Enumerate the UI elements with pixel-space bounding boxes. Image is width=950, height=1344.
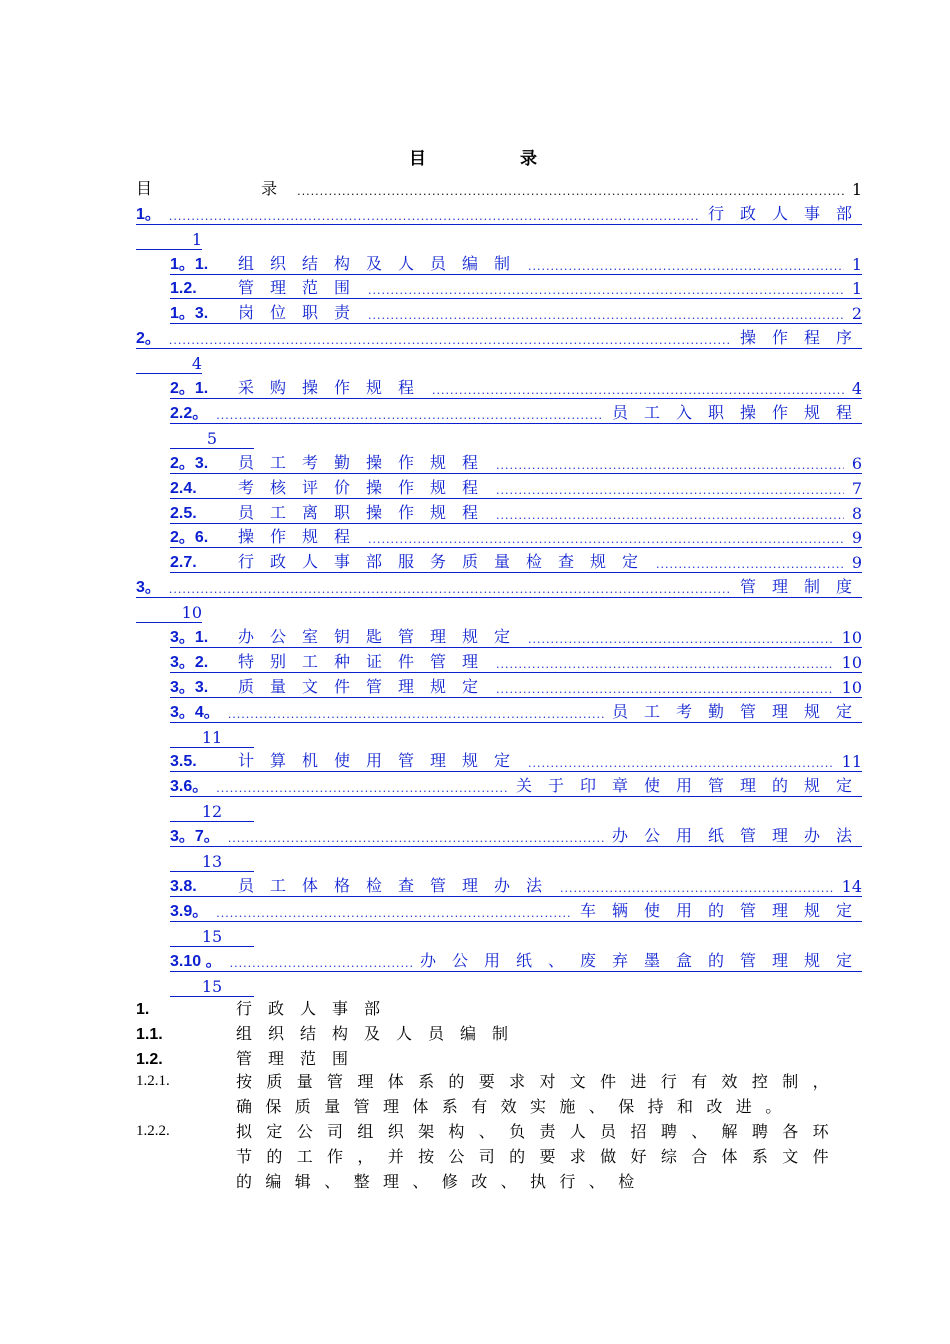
toc-entry-line xyxy=(136,174,862,199)
section-heading xyxy=(136,1019,846,1044)
document-body xyxy=(136,994,846,1194)
toc-entry-text: 操作程序 xyxy=(739,328,868,348)
toc-entry-line xyxy=(170,547,862,573)
section-heading-text: 组织结构及人员编制 xyxy=(236,1024,525,1043)
toc-entry-page: 8 xyxy=(851,503,862,523)
toc-entry-number: 3。4。 xyxy=(170,703,220,721)
toc-leader-dots xyxy=(368,309,844,323)
toc-entry-line xyxy=(170,398,868,424)
toc-entry-page-line xyxy=(170,846,254,872)
toc-leader-dots xyxy=(230,957,412,971)
toc-entry-number: 3.9。 xyxy=(170,902,209,920)
toc-entry-text: 员工离职操作规程 xyxy=(238,502,495,522)
toc-entry-line xyxy=(170,771,868,797)
toc-entry-line xyxy=(136,572,868,598)
toc-entry-text: 办公用纸、废弃墨盒的管理规定 xyxy=(419,950,868,970)
toc-entry-text: 计算机使用管理规定 xyxy=(238,751,527,771)
toc-entry-page-line xyxy=(170,722,254,748)
toc-entry[interactable] xyxy=(136,647,862,672)
toc-entry-text: 特别工种证件管理 xyxy=(238,651,495,671)
toc-entry-line xyxy=(170,249,862,275)
toc-entry-text: 关于印章使用管理的规定 xyxy=(515,776,868,796)
toc-leader-dots xyxy=(528,260,844,274)
toc-entry-number: 3。7。 xyxy=(170,828,220,846)
toc-entry[interactable] xyxy=(136,298,862,323)
toc-entry-number: 3。3. xyxy=(170,678,209,696)
toc-entry[interactable] xyxy=(136,274,862,299)
toc-entry-text: 岗位职责 xyxy=(238,303,367,323)
toc-entry[interactable] xyxy=(136,523,862,548)
toc-leader-dots xyxy=(528,757,834,771)
toc-entry[interactable] xyxy=(136,323,868,374)
toc-entry[interactable] xyxy=(136,249,862,274)
toc-entry-page: 10 xyxy=(841,627,862,647)
toc-leader-dots xyxy=(496,459,844,473)
toc-entry-text: 员工入职操作规程 xyxy=(611,402,868,422)
numbered-paragraph xyxy=(136,1119,846,1194)
toc-entry-line xyxy=(170,448,862,474)
toc-entry-number: 2.2。 xyxy=(170,404,209,422)
toc-entry-text: 目 录 xyxy=(136,178,330,198)
toc-entry-number: 3.10 。 xyxy=(170,952,222,970)
toc-entry-text: 采购操作规程 xyxy=(238,378,431,398)
toc-entry[interactable] xyxy=(136,398,868,448)
toc-entry-page: 4 xyxy=(191,354,202,374)
toc-entry-line xyxy=(170,672,862,698)
paragraph-text: 按质量管理体系的要求对文件进行有效控制，确保质量管理体系有效实施、保持和改进。 xyxy=(236,1072,842,1116)
toc-leader-dots xyxy=(216,782,508,796)
toc-entry-page-line xyxy=(170,921,254,947)
toc-entry[interactable] xyxy=(136,896,868,946)
toc-entry[interactable] xyxy=(136,946,868,996)
toc-leader-dots xyxy=(368,284,844,298)
toc-entry-page: 7 xyxy=(851,478,862,498)
toc-entry-number: 2.7. xyxy=(170,554,197,572)
toc-entry-text: 员工体格检查管理办法 xyxy=(238,875,559,895)
toc-entry-line xyxy=(170,473,862,499)
section-heading-text: 行政人事部 xyxy=(236,999,397,1018)
toc-entry[interactable] xyxy=(136,771,868,822)
toc-entry-number: 3。1. xyxy=(170,628,209,646)
numbered-paragraph xyxy=(136,1069,846,1119)
toc-entry-line xyxy=(136,323,868,349)
paragraph-number: 1.2.1. xyxy=(136,1073,170,1089)
toc-entry[interactable] xyxy=(136,498,862,523)
toc-leader-dots xyxy=(228,832,604,846)
section-heading xyxy=(136,1044,846,1069)
toc-entry-text: 员工考勤管理规定 xyxy=(611,701,868,721)
paragraph-number: 1.2.2. xyxy=(136,1123,170,1139)
toc-entry-page-line xyxy=(170,423,254,449)
toc-entry-number: 2.5. xyxy=(170,504,197,522)
toc-entry-page: 9 xyxy=(851,553,862,573)
toc-entry[interactable] xyxy=(136,547,862,572)
toc-entry-page: 10 xyxy=(841,652,862,672)
table-of-contents xyxy=(136,174,868,996)
toc-leader-dots xyxy=(528,633,834,647)
toc-entry-number: 1。1. xyxy=(170,255,209,273)
toc-leader-dots xyxy=(169,210,700,224)
toc-title: 目 录 xyxy=(409,149,581,169)
toc-entry-number: 2。6. xyxy=(170,529,209,547)
toc-entry-number: 3.6。 xyxy=(170,778,209,796)
toc-entry[interactable] xyxy=(136,373,862,398)
toc-leader-dots xyxy=(560,882,834,896)
toc-leader-dots xyxy=(216,907,572,921)
toc-entry-page: 13 xyxy=(201,852,223,872)
toc-entry[interactable] xyxy=(136,448,862,473)
section-heading-number: 1.2. xyxy=(136,1051,163,1068)
toc-entry-text: 组织结构及人员编制 xyxy=(238,253,527,273)
toc-entry-line xyxy=(170,498,862,524)
toc-entry[interactable] xyxy=(136,572,868,623)
toc-entry[interactable] xyxy=(136,821,868,872)
toc-entry-number: 2。3. xyxy=(170,454,209,472)
toc-leader-dots xyxy=(228,708,604,722)
toc-entry-line xyxy=(170,373,862,399)
toc-entry-page-line xyxy=(136,224,202,250)
toc-entry-line xyxy=(170,697,868,723)
toc-entry-page: 11 xyxy=(841,752,862,772)
toc-entry-line xyxy=(170,647,862,673)
toc-entry-page-line xyxy=(170,971,254,997)
toc-entry-page: 1 xyxy=(851,179,862,199)
toc-entry-text: 操作规程 xyxy=(238,527,367,547)
toc-entry-text: 办公室钥匙管理规定 xyxy=(238,626,527,646)
section-heading-number: 1.1. xyxy=(136,1026,163,1043)
section-heading xyxy=(136,994,846,1019)
toc-leader-dots xyxy=(656,558,844,572)
toc-entry-line xyxy=(170,747,862,773)
section-heading-text: 管理范围 xyxy=(236,1049,365,1068)
toc-leader-dots xyxy=(496,509,844,523)
toc-entry-number: 3.5. xyxy=(170,753,197,771)
toc-entry-number: 2。 xyxy=(136,330,161,348)
toc-entry-page: 6 xyxy=(851,453,862,473)
section-heading-number: 1. xyxy=(136,1001,150,1018)
toc-entry-page: 1 xyxy=(191,229,202,249)
toc-entry-line xyxy=(170,871,862,897)
toc-entry-page: 10 xyxy=(841,677,862,697)
toc-entry-number: 2。1. xyxy=(170,380,209,398)
toc-entry-line xyxy=(136,199,868,225)
toc-leader-dots xyxy=(297,185,844,199)
toc-entry[interactable] xyxy=(136,672,862,697)
toc-entry-text: 管理制度 xyxy=(739,577,868,597)
toc-entry-number: 1.2. xyxy=(170,280,197,298)
toc-entry xyxy=(136,174,862,199)
toc-entry-text: 质量文件管理规定 xyxy=(238,676,495,696)
toc-entry-page: 9 xyxy=(851,528,862,548)
toc-leader-dots xyxy=(169,334,732,348)
toc-entry[interactable] xyxy=(136,697,868,747)
toc-entry-line xyxy=(170,523,862,549)
toc-leader-dots xyxy=(169,583,732,597)
toc-entry-page: 4 xyxy=(851,379,862,399)
toc-entry-page: 1 xyxy=(851,254,862,274)
toc-leader-dots xyxy=(432,384,844,398)
toc-entry-text: 管理范围 xyxy=(238,278,367,298)
toc-entry-text: 车辆使用的管理规定 xyxy=(579,900,868,920)
toc-entry-number: 1。 xyxy=(136,205,161,223)
toc-entry[interactable] xyxy=(136,622,862,647)
toc-entry-number: 3。 xyxy=(136,579,161,597)
toc-entry-page: 10 xyxy=(181,603,202,623)
toc-entry[interactable] xyxy=(136,747,862,772)
toc-entry-page: 15 xyxy=(201,976,223,996)
toc-entry[interactable] xyxy=(136,871,862,896)
toc-entry-text: 行政人事部 xyxy=(707,203,868,223)
toc-entry-page: 14 xyxy=(841,876,862,896)
toc-entry-page-line xyxy=(170,796,254,822)
toc-entry-page: 15 xyxy=(201,926,223,946)
toc-entry-text: 办公用纸管理办法 xyxy=(611,826,868,846)
toc-entry-page-line xyxy=(136,348,202,374)
toc-leader-dots xyxy=(496,658,834,672)
toc-entry-page: 1 xyxy=(851,279,862,299)
toc-entry-page: 2 xyxy=(851,304,862,324)
toc-entry-number: 3.8. xyxy=(170,877,197,895)
toc-entry[interactable] xyxy=(136,199,868,249)
toc-entry-number: 3。2. xyxy=(170,653,209,671)
toc-entry-number: 1。3. xyxy=(170,305,209,323)
toc-entry-page: 11 xyxy=(201,727,223,747)
toc-entry-line xyxy=(170,298,862,324)
toc-leader-dots xyxy=(496,683,834,697)
toc-leader-dots xyxy=(216,409,604,423)
toc-entry-line xyxy=(170,896,868,922)
toc-leader-dots xyxy=(496,484,844,498)
toc-entry-line xyxy=(170,821,868,847)
toc-entry-text: 员工考勤操作规程 xyxy=(238,452,495,472)
toc-entry[interactable] xyxy=(136,473,862,498)
toc-leader-dots xyxy=(368,533,844,547)
toc-entry-number: 2.4. xyxy=(170,479,197,497)
toc-entry-line xyxy=(170,946,868,972)
toc-entry-page: 5 xyxy=(206,428,218,448)
toc-entry-page-line xyxy=(136,597,202,623)
toc-entry-text: 考核评价操作规程 xyxy=(238,477,495,497)
toc-entry-line xyxy=(170,622,862,648)
toc-entry-text: 行政人事部服务质量检查规定 xyxy=(238,552,655,572)
toc-entry-line xyxy=(170,274,862,300)
toc-entry-page: 12 xyxy=(201,802,223,822)
paragraph-text: 拟定公司组织架构、负责人员招聘、解聘各环节的工作，并按公司的要求做好综合体系文件的编辑、整理、修改、执行、检 xyxy=(236,1122,842,1191)
